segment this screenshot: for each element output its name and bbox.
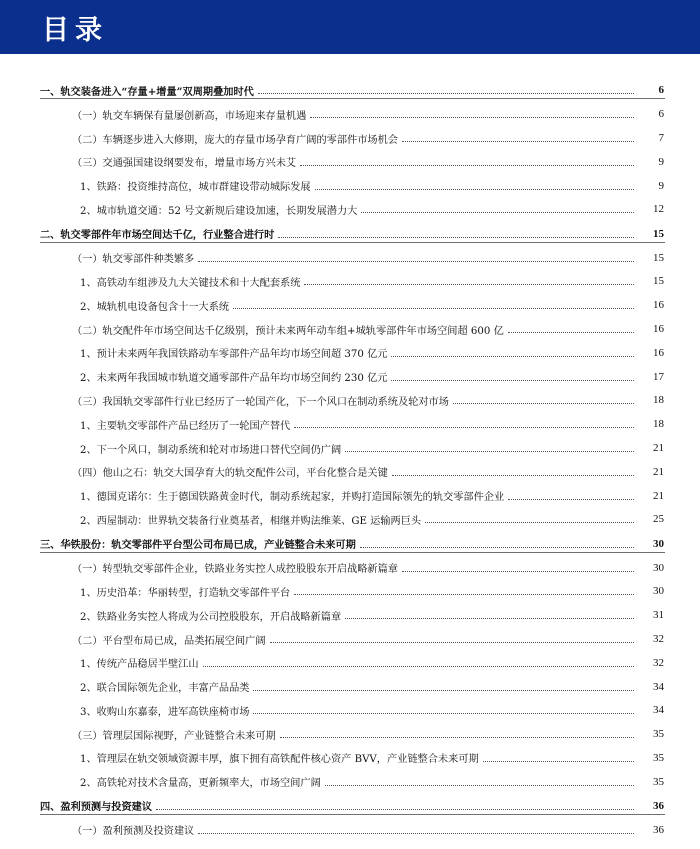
toc-entry-title: 1、管理层在轨交领域资源丰厚，旗下拥有高铁配件核心资产 BVV，产业链整合未来可期 — [80, 750, 481, 765]
toc-entry-title: 2、西屋制动：世界轨交装备行业奠基者，相继并购法维莱、GE 运输两巨头 — [80, 512, 423, 527]
toc-dot-leader — [345, 617, 634, 619]
toc-entry-level-3[interactable] — [0, 436, 700, 460]
toc-entry-title: 1、预计未来两年我国铁路动车零部件产品年均市场空间超 370 亿元 — [80, 345, 389, 360]
toc-entry-page-number: 16 — [653, 346, 664, 359]
toc-entry-page-number: 32 — [653, 656, 664, 669]
toc-entry-title: 1、历史沿革：华丽转型，打造轨交零部件平台 — [80, 584, 292, 599]
toc-dot-leader — [258, 92, 634, 94]
toc-entry-level-3[interactable] — [0, 270, 700, 294]
toc-entry-level-3[interactable] — [0, 699, 700, 723]
toc-entry-level-3[interactable] — [0, 580, 700, 604]
toc-dot-leader — [360, 546, 634, 548]
toc-dot-leader — [156, 808, 634, 810]
table-of-contents — [0, 78, 700, 842]
toc-entry-title: 2、联合国际领先企业，丰富产品品类 — [80, 679, 251, 694]
toc-entry-page-number: 16 — [653, 299, 664, 312]
toc-dot-leader — [508, 331, 634, 333]
toc-dot-leader — [310, 116, 634, 118]
toc-dot-leader — [345, 450, 634, 452]
toc-entry-title: 1、传统产品稳居半壁江山 — [80, 655, 201, 670]
toc-dot-leader — [325, 784, 634, 786]
toc-entry-title: （一）轨交零部件种类繁多 — [72, 250, 196, 265]
toc-entry-level-1[interactable] — [0, 221, 700, 245]
toc-entry-title: 2、下一个风口，制动系统和轮对市场进口替代空间仍广阔 — [80, 441, 343, 456]
toc-entry-page-number: 18 — [653, 418, 664, 431]
toc-entry-title: （二）轨交配件年市场空间达千亿级别，预计未来两年动车组+城轨零部件年市场空间超 600 亿 — [72, 322, 506, 337]
toc-dot-leader — [391, 379, 634, 381]
toc-entry-page-number: 34 — [653, 680, 664, 693]
toc-entry-level-2[interactable] — [0, 389, 700, 413]
toc-entry-title: （三）管理层国际视野，产业链整合未来可期 — [72, 727, 278, 742]
toc-entry-page-number: 35 — [653, 775, 664, 788]
toc-dot-leader — [315, 188, 634, 190]
toc-entry-title: （一）轨交车辆保有量屡创新高，市场迎来存量机遇 — [72, 107, 308, 122]
toc-dot-leader — [453, 402, 634, 404]
toc-dot-leader — [270, 641, 634, 643]
toc-entry-title: （三）交通强国建设纲要发布，增量市场方兴未艾 — [72, 154, 298, 169]
toc-dot-leader — [392, 474, 634, 476]
toc-entry-page-number: 36 — [653, 823, 664, 836]
toc-entry-title: （三）我国轨交零部件行业已经历了一轮国产化，下一个风口在制动系统及轮对市场 — [72, 393, 451, 408]
toc-entry-title: 2、未来两年我国城市轨道交通零部件产品年均市场空间约 230 亿元 — [80, 369, 389, 384]
toc-dot-leader — [402, 570, 634, 572]
toc-dot-leader — [198, 260, 634, 262]
toc-entry-level-1[interactable] — [0, 794, 700, 818]
toc-entry-page-number: 17 — [653, 370, 664, 383]
toc-entry-page-number: 30 — [653, 537, 664, 550]
toc-entry-title: 二、轨交零部件年市场空间达千亿，行业整合进行时 — [40, 226, 276, 241]
header-bar — [0, 0, 700, 54]
toc-dot-leader — [300, 164, 634, 166]
toc-dot-leader — [294, 593, 634, 595]
toc-entry-level-2[interactable] — [0, 722, 700, 746]
toc-dot-leader — [280, 736, 634, 738]
toc-entry-level-1[interactable] — [0, 531, 700, 555]
toc-entry-title: 四、盈利预测与投资建议 — [40, 798, 154, 813]
toc-entry-level-2[interactable] — [0, 126, 700, 150]
toc-entry-title: （一）盈利预测及投资建议 — [72, 822, 196, 837]
toc-entry-level-2[interactable] — [0, 317, 700, 341]
toc-entry-title: 2、城市轨道交通：52 号文新规后建设加速，长期发展潜力大 — [80, 202, 359, 217]
page-title: 目录 — [42, 15, 108, 46]
toc-entry-page-number: 30 — [653, 561, 664, 574]
toc-entry-level-3[interactable] — [0, 484, 700, 508]
toc-entry-level-2[interactable] — [0, 818, 700, 842]
toc-entry-page-number: 21 — [653, 442, 664, 455]
toc-entry-level-3[interactable] — [0, 603, 700, 627]
toc-entry-level-3[interactable] — [0, 341, 700, 365]
toc-entry-level-3[interactable] — [0, 365, 700, 389]
toc-entry-page-number: 15 — [653, 251, 664, 264]
toc-entry-page-number: 16 — [653, 323, 664, 336]
toc-entry-level-2[interactable] — [0, 150, 700, 174]
toc-entry-title: （四）他山之石：轨交大国孕育大的轨交配件公司，平台化整合是关键 — [72, 464, 390, 479]
toc-entry-level-2[interactable] — [0, 460, 700, 484]
toc-entry-page-number: 15 — [653, 227, 664, 240]
toc-entry-title: 1、德国克诺尔：生于德国铁路黄金时代，制动系统起家，并购打造国际领先的轨交零部件企业 — [80, 488, 506, 503]
toc-dot-leader — [425, 521, 634, 523]
toc-entry-page-number: 32 — [653, 633, 664, 645]
toc-entry-level-3[interactable] — [0, 651, 700, 675]
toc-entry-title: （一）转型轨交零部件企业，铁路业务实控人成控股股东开启战略新篇章 — [72, 560, 400, 575]
toc-dot-leader — [361, 211, 634, 213]
toc-entry-page-number: 15 — [653, 275, 664, 288]
toc-entry-page-number: 7 — [658, 132, 664, 145]
toc-entry-level-3[interactable] — [0, 198, 700, 222]
toc-entry-page-number: 21 — [653, 489, 664, 502]
toc-entry-page-number: 12 — [653, 203, 664, 216]
toc-dot-leader — [304, 283, 634, 285]
toc-entry-level-3[interactable] — [0, 293, 700, 317]
toc-dot-leader — [233, 307, 634, 309]
toc-dot-leader — [391, 355, 634, 357]
toc-entry-page-number: 35 — [653, 728, 664, 741]
toc-entry-level-3[interactable] — [0, 508, 700, 532]
toc-dot-leader — [253, 712, 634, 714]
toc-entry-level-2[interactable] — [0, 627, 700, 651]
toc-entry-level-2[interactable] — [0, 246, 700, 270]
toc-dot-leader — [278, 236, 634, 238]
toc-entry-title: 三、华铁股份：轨交零部件平台型公司布局已成，产业链整合未来可期 — [40, 536, 358, 551]
toc-entry-level-3[interactable] — [0, 746, 700, 770]
toc-entry-page-number: 18 — [653, 394, 664, 407]
toc-entry-level-3[interactable] — [0, 174, 700, 198]
toc-dot-leader — [294, 426, 634, 428]
toc-dot-leader — [402, 140, 634, 142]
toc-entry-page-number: 31 — [653, 609, 664, 622]
toc-entry-title: （二）车辆逐步进入大修期，庞大的存量市场孕育广阔的零部件市场机会 — [72, 131, 400, 146]
toc-entry-level-3[interactable] — [0, 412, 700, 436]
toc-entry-title: 2、城轨机电设备包含十一大系统 — [80, 298, 231, 313]
toc-entry-page-number: 30 — [653, 585, 664, 598]
toc-entry-page-number: 36 — [653, 799, 664, 812]
toc-entry-title: 一、轨交装备进入“存量+增量”双周期叠加时代 — [40, 83, 256, 98]
toc-entry-level-2[interactable] — [0, 102, 700, 126]
toc-entry-title: 1、主要轨交零部件产品已经历了一轮国产替代 — [80, 417, 292, 432]
toc-entry-page-number: 9 — [658, 155, 664, 168]
toc-entry-level-2[interactable] — [0, 556, 700, 580]
toc-entry-title: 1、铁路：投资维持高位，城市群建设带动城际发展 — [80, 178, 313, 193]
toc-entry-title: （二）平台型布局已成，品类拓展空间广阔 — [72, 632, 268, 647]
toc-dot-leader — [198, 832, 634, 834]
toc-entry-page-number: 35 — [653, 751, 664, 764]
toc-dot-leader — [483, 760, 634, 762]
toc-entry-page-number: 6 — [658, 108, 664, 121]
toc-entry-title: 3、收购山东嘉泰，进军高铁座椅市场 — [80, 703, 251, 718]
toc-dot-leader — [508, 498, 634, 500]
toc-dot-leader — [253, 689, 634, 691]
toc-entry-level-1[interactable] — [0, 78, 700, 102]
toc-entry-title: 2、铁路业务实控人将成为公司控股股东，开启战略新篇章 — [80, 608, 343, 623]
toc-dot-leader — [203, 665, 634, 667]
toc-entry-page-number: 6 — [658, 84, 664, 97]
toc-entry-page-number: 21 — [653, 465, 664, 478]
toc-entry-level-3[interactable] — [0, 675, 700, 699]
toc-entry-title: 2、高铁轮对技术含量高，更新频率大，市场空间广阔 — [80, 774, 323, 789]
toc-entry-page-number: 9 — [658, 179, 664, 192]
toc-entry-level-3[interactable] — [0, 770, 700, 794]
toc-entry-page-number: 34 — [653, 704, 664, 717]
toc-entry-page-number: 25 — [653, 513, 664, 526]
toc-entry-title: 1、高铁动车组涉及九大关键技术和十大配套系统 — [80, 274, 302, 289]
